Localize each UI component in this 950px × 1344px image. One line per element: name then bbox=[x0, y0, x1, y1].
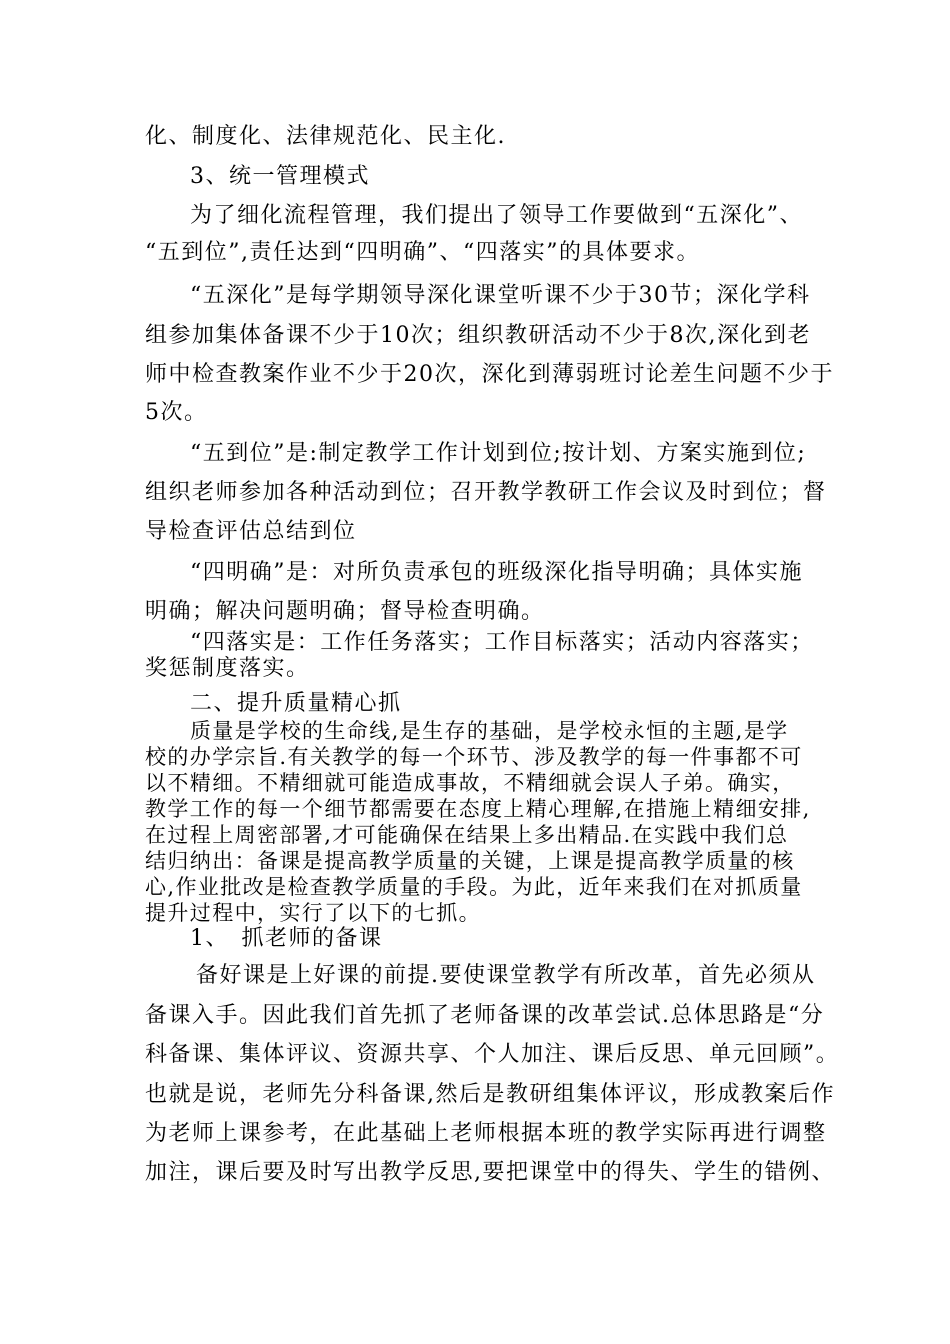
text-line: 心,作业批改是检查教学质量的手段。为此，近年来我们在对抓质量 bbox=[145, 875, 803, 899]
section-heading: 1、 抓老师的备课 bbox=[190, 926, 383, 951]
text-line: 在过程上周密部署,才可能确保在结果上多出精品.在实践中我们总 bbox=[145, 823, 789, 847]
text-line: 科备课、集体评议、资源共享、个人加注、课后反思、单元回顾”。 bbox=[145, 1042, 840, 1067]
text-line: 奖惩制度落实。 bbox=[145, 656, 310, 681]
section-heading: 二、提升质量精心抓 bbox=[190, 691, 402, 716]
text-line: “五深化”是每学期领导深化课堂听课不少于30节；深化学科 bbox=[190, 283, 811, 308]
text-line: 师中检查教案作业不少于20次，深化到薄弱班讨论差生问题不少于 bbox=[145, 362, 834, 387]
text-line: 为老师上课参考，在此基础上老师根据本班的教学实际再进行调整 bbox=[145, 1121, 827, 1146]
text-line: 组参加集体备课不少于10次；组织教研活动不少于8次,深化到老 bbox=[145, 323, 811, 348]
text-line: 明确；解决问题明确；督导检查明确。 bbox=[145, 599, 545, 624]
text-line: “五到位”,责任达到“四明确”、“四落实”的具体要求。 bbox=[145, 240, 700, 265]
text-line: 备课入手。因此我们首先抓了老师备课的改革尝试.总体思路是“分 bbox=[145, 1003, 825, 1028]
text-line: “四落实是：工作任务落实；工作目标落实；活动内容落实； bbox=[190, 630, 814, 655]
text-line: 提升过程中，实行了以下的七抓。 bbox=[145, 901, 481, 925]
text-line: 质量是学校的生命线,是生存的基础，是学校永恒的主题,是学 bbox=[190, 719, 789, 743]
text-line: “五到位”是:制定教学工作计划到位;按计划、方案实施到位; bbox=[190, 441, 807, 466]
section-heading: 3、统一管理模式 bbox=[190, 164, 370, 189]
text-line: 校的办学宗旨.有关教学的每一个环节、涉及教学的每一件事都不可 bbox=[145, 745, 803, 769]
text-line: “四明确”是：对所负责承包的班级深化指导明确；具体实施 bbox=[190, 560, 803, 585]
text-line: 加注，课后要及时写出教学反思,要把课堂中的得失、学生的错例、 bbox=[145, 1160, 835, 1185]
text-line: 以不精细。不精细就可能造成事故，不精细就会误人子弟。确实， bbox=[145, 771, 795, 795]
text-line: 结归纳出：备课是提高教学质量的关键，上课是提高教学质量的核 bbox=[145, 849, 795, 873]
text-line: 组织老师参加各种活动到位；召开教学教研工作会议及时到位；督 bbox=[145, 480, 827, 505]
text-line: 5次。 bbox=[145, 400, 208, 425]
text-line: 备好课是上好课的前提.要使课堂教学有所改革，首先必须从 bbox=[196, 963, 816, 988]
text-line: 也就是说，老师先分科备课,然后是教研组集体评议，形成教案后作 bbox=[145, 1082, 835, 1107]
text-line: 导检查评估总结到位 bbox=[145, 519, 357, 544]
text-line: 教学工作的每一个细节都需要在态度上精心理解,在措施上精细安排, bbox=[145, 797, 811, 821]
text-line: 为了细化流程管理，我们提出了领导工作要做到“五深化”、 bbox=[190, 203, 803, 228]
text-line: 化、制度化、法律规范化、民主化. bbox=[145, 124, 506, 149]
